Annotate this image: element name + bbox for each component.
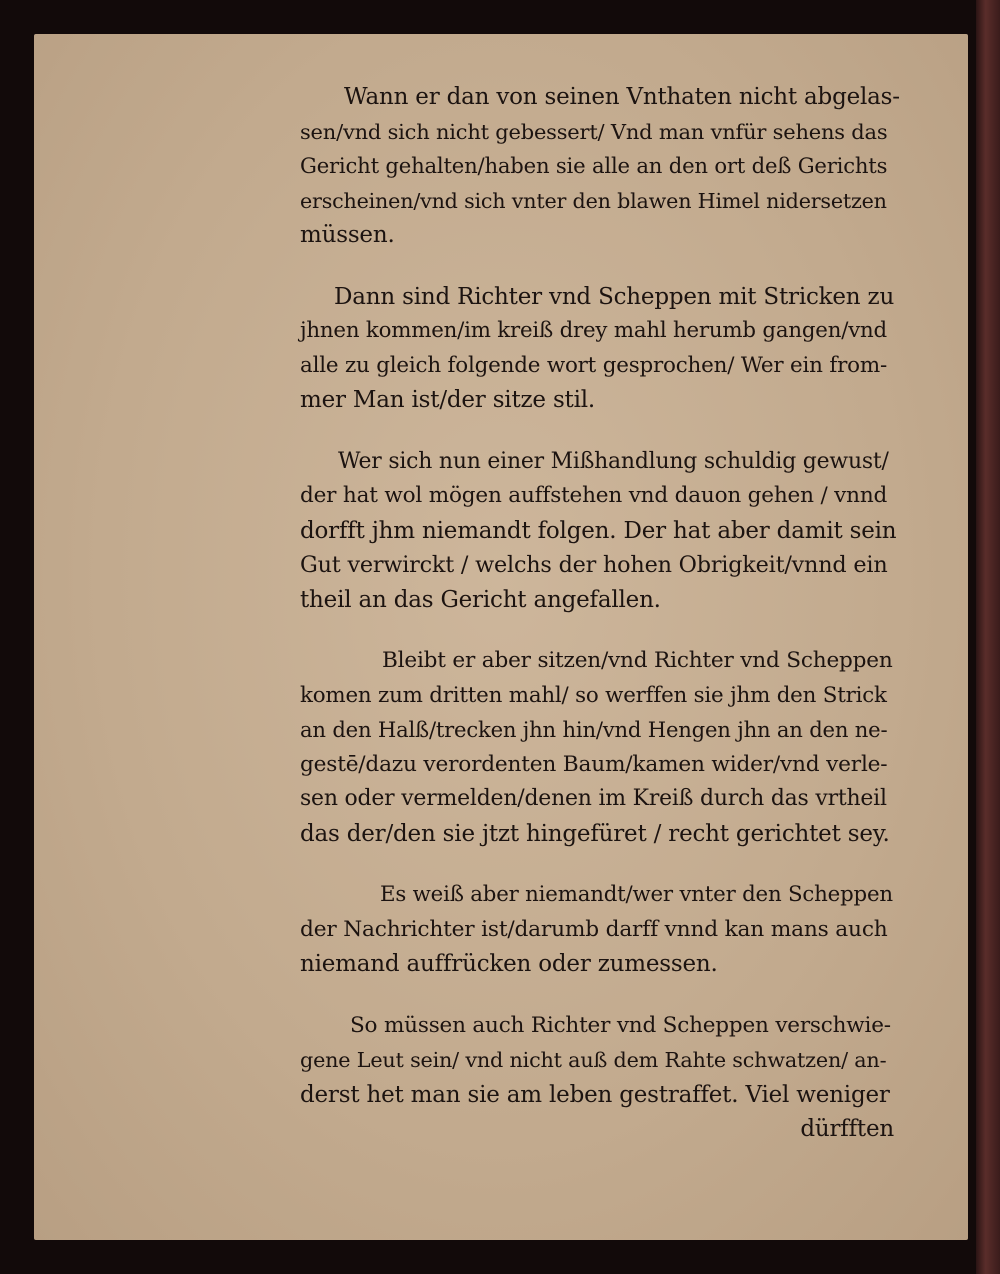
paragraph-4 [300,644,900,851]
text-line: das der/den sie jtzt hingefüret / recht gerichtet sey. [300,820,890,847]
text-line: Gericht gehalten/haben sie alle an den ort deß Gerichts [300,153,888,178]
text-line: an den Halß/trecken jhn hin/vnd Hengen jhn an den ne- [300,717,888,742]
page-text [300,80,900,1147]
text-line: gestē/dazu verordenten Baum/kamen wider/vnd verle- [300,751,888,777]
text-line: Bleibt er aber sitzen/vnd Richter vnd Scheppen [382,648,893,673]
text-line: sen oder vermelden/denen im Kreiß durch das vrtheil [300,786,887,811]
paragraph-6 [300,1009,900,1147]
text-line: niemand auffrücken oder zumessen. [300,951,718,977]
text-line: müssen. [300,222,395,248]
paragraph-3 [300,445,900,618]
book-edge [976,0,1000,1274]
text-line: Es weiß aber niemandt/wer vnter den Scheppen [380,882,893,907]
text-line: komen zum dritten mahl/ so werffen sie jhm den Strick [300,682,887,708]
text-line: derst het man sie am leben gestraffet. Viel weniger [300,1081,890,1108]
text-line: mer Man ist/der sitze stil. [300,387,596,413]
paragraph-2 [300,280,900,418]
catchword: dürfften [800,1116,894,1142]
text-line: der hat wol mögen auffstehen vnd dauon gehen / vnnd [300,483,888,508]
text-line: der Nachrichter ist/darumb darff vnnd kan mans auch [300,916,888,942]
paragraph-5 [300,878,900,982]
text-line: theil an das Gericht angefallen. [300,586,661,613]
text-line: jhnen kommen/im kreiß drey mahl herumb gangen/vnd [300,318,887,343]
paragraph-1 [300,80,900,253]
text-line: Gut verwirckt / welchs der hohen Obrigkeit/vnnd ein [300,552,888,578]
text-line: alle zu gleich folgende wort gesprochen/ Wer ein from- [300,352,887,378]
text-line: Wer sich nun einer Mißhandlung schuldig gewust/ [338,448,889,474]
text-line: erscheinen/vnd sich vnter den blawen Himel nidersetzen [300,188,887,213]
text-line: Wann er dan von seinen Vnthaten nicht abgelas- [344,84,900,110]
text-line: sen/vnd sich nicht gebessert/ Vnd man vnfür sehens das [300,119,888,144]
text-line: So müssen auch Richter vnd Scheppen verschwie- [350,1012,891,1038]
text-line: dorfft jhm niemandt folgen. Der hat aber damit sein [300,517,897,544]
text-line: gene Leut sein/ vnd nicht auß dem Rahte schwatzen/ an- [300,1048,887,1072]
text-line: Dann sind Richter vnd Scheppen mit Stricken zu [334,283,895,310]
